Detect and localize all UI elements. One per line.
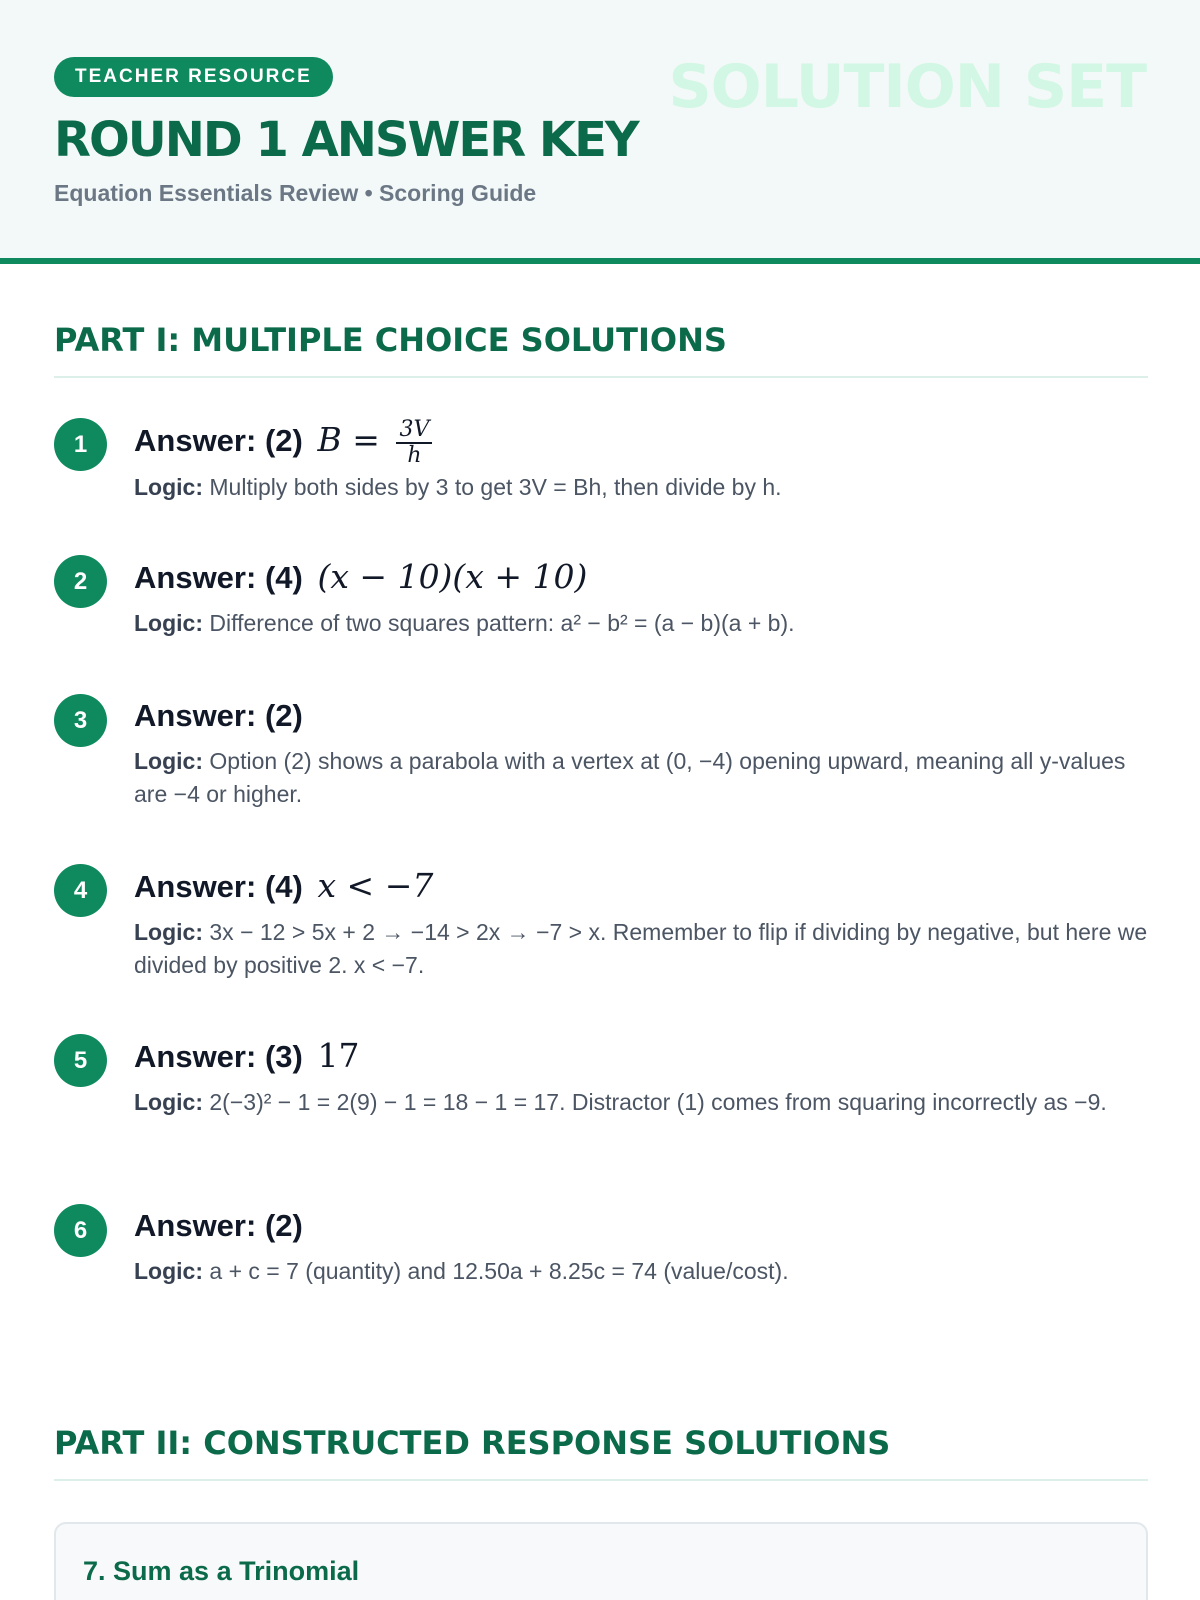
answer-label: Answer: [134,698,257,733]
page-title: ROUND 1 ANSWER KEY [54,112,638,168]
logic-label: Logic: [134,473,203,500]
fraction-denominator: h [407,442,422,468]
answer-math: B = [317,420,380,459]
card-title: 7. Sum as a Trinomial [83,1556,360,1586]
answer-line [134,552,1148,603]
logic-line [134,471,1148,504]
answer-fraction [396,416,432,468]
answer-choice: (4) [264,869,303,904]
constructed-response-card [54,1522,1148,1600]
logic-label: Logic: [134,1089,203,1115]
logic-text: 3x − 12 > 5x + 2 → −14 > 2x → −7 > x. Remember to flip if dividing by negative, but here we divided by positive 2. x < −7. [134,919,1148,978]
question-body [134,415,1148,504]
answer-line [134,691,1148,741]
question-number-badge: 1 [54,418,107,471]
logic-text: Difference of two squares pattern: a² − b² = (a − b)(a + b). [209,610,795,636]
part2-heading: PART II: CONSTRUCTED RESPONSE SOLUTIONS [54,1423,1148,1481]
question-number-badge: 4 [54,864,107,917]
question-body [134,861,1148,982]
answer-math: x < −7 [317,866,434,905]
fraction-numerator: 3V [396,419,432,444]
question-body [134,552,1148,640]
answer-choice: (4) [264,560,303,595]
question-number-badge: 2 [54,555,107,608]
logic-text: Option (2) shows a parabola with a vertex at (0, −4) opening upward, meaning all y-values are −4 or higher. [134,748,1126,807]
answer-choice: (2) [264,1208,303,1243]
logic-label: Logic: [134,748,203,774]
teacher-resource-badge: TEACHER RESOURCE [54,57,333,97]
logic-line [134,745,1148,811]
logic-line [134,1086,1148,1119]
answer-line [134,415,1148,467]
logic-line [134,607,1148,640]
logic-label: Logic: [134,1258,203,1284]
answer-choice: (3) [264,1039,303,1074]
answer-label: Answer: [134,1039,257,1074]
logic-line [134,1255,1148,1288]
answer-choice: (2) [264,698,303,733]
logic-label: Logic: [134,610,203,636]
question-body [134,1031,1148,1119]
page-subtitle: Equation Essentials Review • Scoring Guide [54,180,537,206]
logic-label: Logic: [134,919,203,945]
answer-label: Answer: [134,423,257,458]
logic-text: a + c = 7 (quantity) and 12.50a + 8.25c = 74 (value/cost). [209,1258,789,1284]
page-header [0,0,1200,264]
question-number-badge: 5 [54,1034,107,1087]
logic-line [134,916,1148,982]
answer-math: (x − 10)(x + 10) [317,557,588,596]
answer-label: Answer: [134,560,257,595]
answer-math: 17 [317,1036,360,1075]
answer-label: Answer: [134,1208,257,1243]
solution-set-watermark: SOLUTION SET [668,52,1146,122]
logic-text: 2(−3)² − 1 = 2(9) − 1 = 18 − 1 = 17. Distractor (1) comes from squaring incorrectly as −9. [209,1089,1107,1115]
logic-text: Multiply both sides by 3 to get 3V = Bh, then divide by h. [209,473,782,500]
question-body [134,1201,1148,1288]
answer-line [134,861,1148,912]
question-body [134,691,1148,811]
answer-choice: (2) [264,423,303,458]
answer-line [134,1201,1148,1251]
part1-heading: PART I: MULTIPLE CHOICE SOLUTIONS [54,320,1148,378]
answer-label: Answer: [134,869,257,904]
answer-line [134,1031,1148,1082]
question-number-badge: 3 [54,694,107,747]
question-number-badge: 6 [54,1204,107,1257]
